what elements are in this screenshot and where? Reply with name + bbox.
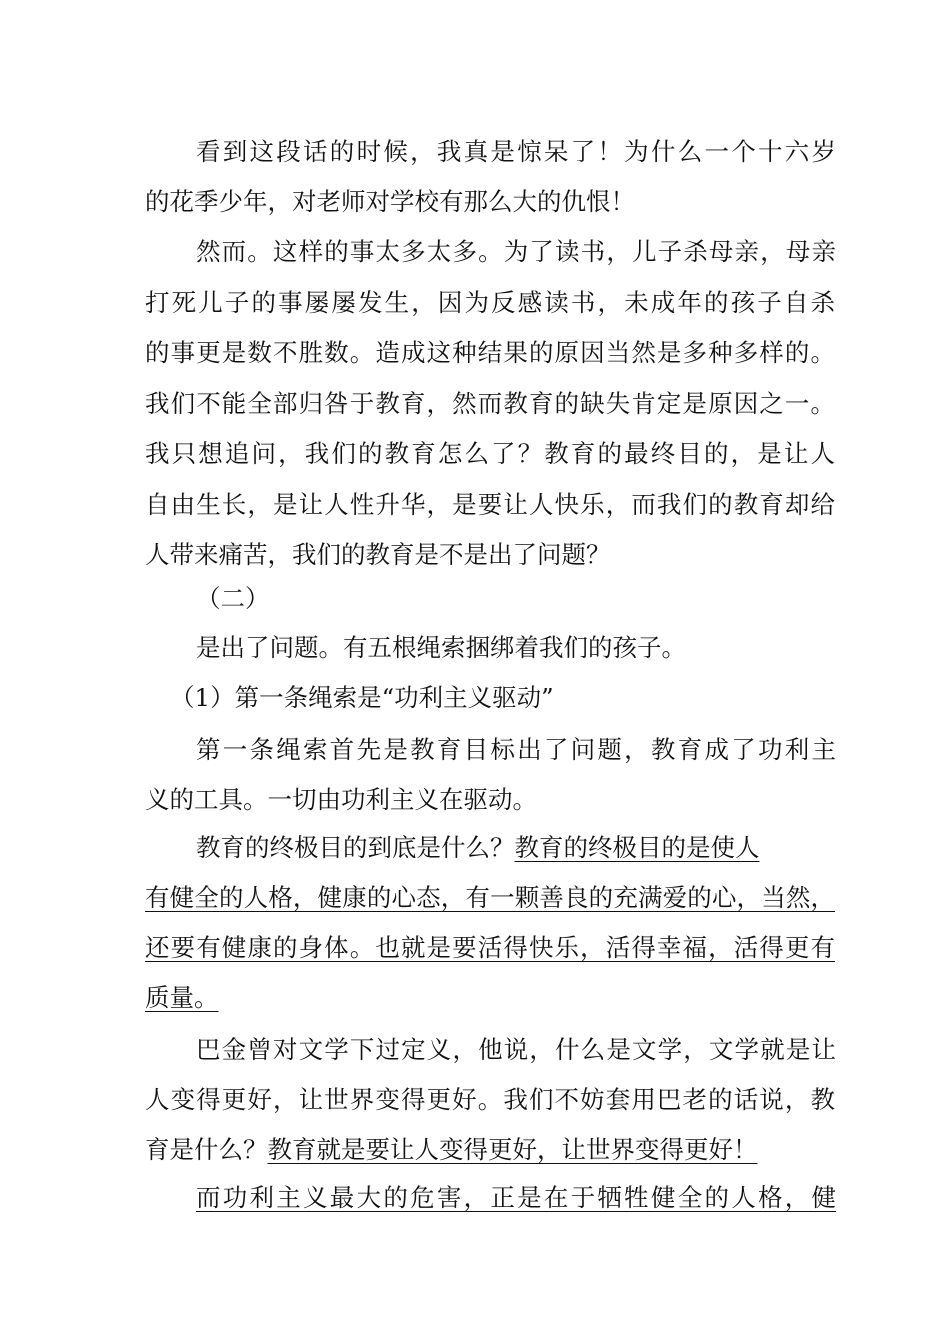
text-line: 人带来痛苦，我们的教育是不是出了问题？ <box>145 540 611 569</box>
text-line: 的事更是数不胜数。造成这种结果的原因当然是多种多样的。 <box>145 338 835 367</box>
text-line: 自由生长，是让人性升华，是要让人快乐，而我们的教育却给 <box>145 490 835 519</box>
subsection-heading: （1）第一条绳索是“功利主义驱动” <box>170 683 554 712</box>
text-span: 教育的终极目的到底是什么？ <box>196 833 515 862</box>
section-heading: （二） <box>196 584 270 613</box>
underlined-text: 质量。 <box>145 983 219 1012</box>
underlined-text-line: 而功利主义最大的危害，正是在于牺牲健全的人格，健 <box>196 1183 836 1212</box>
text-line: 巴金曾对文学下过定义，他说，什么是文学，文学就是让 <box>196 1035 836 1064</box>
underlined-text: 教育的终极目的是使人 <box>514 833 760 862</box>
text-line: 义的工具。一切由功利主义在驱动。 <box>145 785 537 814</box>
text-span: 育是什么？ <box>145 1135 268 1164</box>
text-line: 第一条绳索首先是教育目标出了问题，教育成了功利主 <box>196 735 836 764</box>
text-line: 我只想追问，我们的教育怎么了？教育的最终目的，是让人 <box>145 439 835 468</box>
text-line <box>196 833 836 863</box>
text-line: 是出了问题。有五根绳索捆绑着我们的孩子。 <box>196 633 686 662</box>
text-line: 人变得更好，让世界变得更好。我们不妨套用巴老的话说，教 <box>145 1085 835 1114</box>
text-line: 看到这段话的时候，我真是惊呆了！为什么一个十六岁 <box>196 137 836 166</box>
text-line <box>145 1135 835 1165</box>
text-line: 打死儿子的事屡屡发生，因为反感读书，未成年的孩子自杀 <box>145 288 835 317</box>
text-line: 的花季少年，对老师对学校有那么大的仇恨！ <box>145 187 635 216</box>
text-line: 我们不能全部归咎于教育，然而教育的缺失肯定是原因之一。 <box>145 389 835 418</box>
text-line: 然而。这样的事太多太多。为了读书，儿子杀母亲，母亲 <box>196 237 836 266</box>
underlined-text-line: 还要有健康的身体。也就是要活得快乐，活得幸福，活得更有 <box>145 933 835 962</box>
text-line <box>145 983 835 1013</box>
underlined-text: 教育就是要让人变得更好，让世界变得更好！ <box>267 1135 758 1164</box>
underlined-text-line: 有健全的人格，健康的心态，有一颗善良的充满爱的心，当然， <box>145 883 835 912</box>
